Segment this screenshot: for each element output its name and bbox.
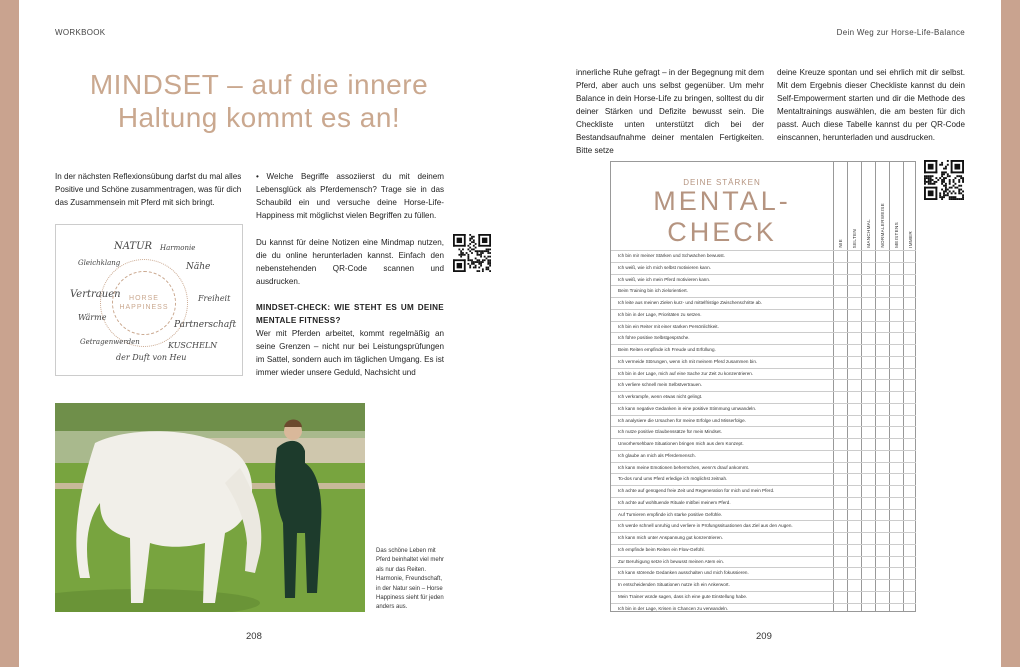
checklist-row[interactable] <box>611 603 916 615</box>
column-header-label: MEISTENS <box>893 222 899 248</box>
mindmap-note: Du kannst für deine Notizen eine Mindmap nutzen, die du online herunterladen kannst. Einfach den nebenstehenden QR-Code scannen und ausdrucken. <box>256 238 444 286</box>
checklist-row-label: Ich weiß, wie ich mich selbst motivieren kann. <box>618 264 711 270</box>
checklist-row[interactable] <box>611 567 916 579</box>
checklist-row-label: Ich bin in der Lage, Krisen in Chancen zu verwandeln. <box>618 605 729 611</box>
mindmap-word: Harmonie <box>160 244 196 252</box>
mindmap-diagram <box>55 224 243 376</box>
mindmap-word: NATUR <box>114 241 153 252</box>
checklist-row[interactable] <box>611 321 916 333</box>
checklist-row[interactable] <box>611 262 916 274</box>
horse-photo-illustration <box>55 403 365 612</box>
column-header-label: IMMER <box>907 231 913 248</box>
mental-check-title-area <box>611 162 833 250</box>
intro-text: In der nächsten Reflexionsübung darfst du mal alles Positive und Schöne zusammentragen, was für dich das Zusammensein mit Pferd mit sich bringt. <box>55 172 242 207</box>
checklist-row[interactable] <box>611 591 916 603</box>
checklist-row[interactable] <box>611 509 916 521</box>
checklist-row-label: Ich bin ein Reiter mit einer starken Persönlichkeit. <box>618 323 719 329</box>
checklist-row[interactable] <box>611 285 916 297</box>
horse-photo <box>55 403 365 612</box>
page-number-left: 208 <box>246 631 262 642</box>
checklist-row-label: Auf Turnieren empfinde ich starke positive Gefühle. <box>618 511 723 517</box>
checklist-row-label: Ich analysiere die Ursachen für meine Erfolge und Misserfolge. <box>618 417 746 423</box>
column-header <box>833 182 847 248</box>
checklist-row[interactable] <box>611 556 916 568</box>
checklist-row-label: To-dos rund ums Pferd erledige ich möglichst zeitnah. <box>618 476 728 482</box>
section-heading: MINDSET-CHECK: WIE STEHT ES UM DEINE MENTALE FITNESS? <box>256 303 444 325</box>
checklist-row[interactable] <box>611 532 916 544</box>
checklist-row[interactable] <box>611 438 916 450</box>
column-header-label: SELTEN <box>851 228 857 248</box>
running-header-left: WORKBOOK <box>55 28 106 37</box>
checklist-row[interactable] <box>611 403 916 415</box>
right-col2-text: deine Kreuze spontan und sei ehrlich mit dir selbst. Mit dem Ergebnis dieser Checkliste kannst du dein Self-Empowerment starten und dir die Methode des Mentaltrainings auswählen, die am besten für dich passt. Auch diese Tabelle kannst du per QR-Code einscannen, herunterladen und ausdrucken. <box>777 68 965 142</box>
mindmap-word: Wärme <box>78 313 107 322</box>
mindmap-center <box>112 271 176 335</box>
checklist-row-label: Ich weiß, wie ich mein Pferd motivieren kann. <box>618 276 711 282</box>
checklist-row[interactable] <box>611 485 916 497</box>
checklist-row-label: Ich verliere schnell mein Selbstvertrauen. <box>618 382 703 388</box>
checklist-row[interactable] <box>611 368 916 380</box>
checklist-row-label: Ich nutze positive Glaubenssätze für mein Mindset. <box>618 429 722 435</box>
checklist-row[interactable] <box>611 297 916 309</box>
checklist-row-label: Ich empfinde beim Reiten ein Flow-Gefühl. <box>618 546 705 552</box>
qr-code-checklist[interactable] <box>924 160 964 200</box>
column-header-label: MANCHMAL <box>865 219 871 248</box>
mindmap-word: Partnerschaft <box>174 320 237 330</box>
qr-code-icon <box>924 160 964 200</box>
checklist-row[interactable] <box>611 250 916 262</box>
title-line-1: MINDSET – auf die innere <box>89 69 429 100</box>
mindmap-word: der Duft von Heu <box>116 353 187 362</box>
column-header <box>861 182 875 248</box>
checklist-row-label: Ich kann mich unter Anspannung gut konzentrieren. <box>618 535 723 540</box>
checklist-row-label: Ich achte auf genügend freie Zeit und Regeneration für mich und mein Pferd. <box>618 488 775 493</box>
checklist-row-label: Beim Training bin ich zielorientiert. <box>618 288 688 294</box>
running-header-right: Dein Weg zur Horse-Life-Balance <box>836 28 965 37</box>
checklist-row[interactable] <box>611 379 916 391</box>
mindmap-word: Vertrauen <box>70 289 121 300</box>
checklist-row-label: Beim Reiten empfinde ich Freude und Erfüllung. <box>618 347 716 352</box>
column-header-label: NORMALERWEISE <box>879 203 885 248</box>
qr-code-icon <box>453 234 491 272</box>
checklist-row[interactable] <box>611 462 916 474</box>
column-header <box>875 182 889 248</box>
qr-code-mindmap[interactable] <box>453 234 491 272</box>
checklist-row-label: Ich achte auf wohltuende Rituale mit/bei meinem Pferd. <box>618 499 731 505</box>
checklist-row-label: Ich bin mir meiner Stärken und Schwächen bewusst. <box>618 253 725 258</box>
mindmap-word: KUSCHELN <box>168 341 218 350</box>
checklist-row-label: Ich vermeide Störungen, wenn ich mit meinem Pferd zusammen bin. <box>618 358 758 364</box>
mindmap-word: Nähe <box>186 262 211 272</box>
checklist-row-label: Ich kann störende Gedanken ausschalten und mich fokussieren. <box>618 570 749 576</box>
checklist-row-label: Ich bin in der Lage, Prioritäten zu setzen. <box>618 311 702 317</box>
checklist-row[interactable] <box>611 356 916 368</box>
checklist-row-label: Ich werde schnell unruhig und verliere in Prüfungssituationen das Ziel aus den Augen. <box>618 523 793 529</box>
checklist-row[interactable] <box>611 332 916 344</box>
column-header-label: NIE <box>837 239 843 248</box>
checklist-row-label: Mein Trainer würde sagen, dass ich eine gute Einstellung habe. <box>618 593 748 599</box>
left-page <box>19 0 510 667</box>
checklist-row-label: Zur Beruhigung setze ich bewusst meinen Atem ein. <box>618 558 724 564</box>
column-header <box>889 182 903 248</box>
bullet-text: • Welche Begriffe assoziierst du mit deinem Lebensglück als Pferdemensch? Trage sie in das Schaubild ein und versuche deine Horse-Life-Happiness mit möglichst vielen Begriffen zu füllen. <box>256 172 444 220</box>
checklist-row-label: In entscheidenden Situationen nutze ich ein Ankerwort. <box>618 582 730 587</box>
checklist-row-label: Ich leite aus meinen Zielen kurz- und mittelfristige Zwischenschritte ab. <box>618 300 762 305</box>
checklist-row[interactable] <box>611 579 916 591</box>
section-text: Wer mit Pferden arbeitet, kommt regelmäßig an seine Grenzen – nicht nur bei Leistungsprüfungen im Sattel, sondern auch im täglichen Umgang. Es ist immer wieder unsere Geduld, Nachsicht und <box>256 329 444 377</box>
column-header <box>903 182 917 248</box>
mental-check-table <box>610 161 916 612</box>
page-number-right: 209 <box>756 631 772 642</box>
title-line-2: Haltung kommt es an! <box>117 101 401 133</box>
checklist-row[interactable] <box>611 426 916 438</box>
checklist-title: MENTAL-CHECK <box>653 186 791 247</box>
checklist-row-label: Ich glaube an mich als Pferdemensch. <box>618 452 696 458</box>
mindmap-center-line2: HAPPINESS <box>119 304 169 311</box>
checklist-row[interactable] <box>611 450 916 462</box>
checklist-row-label: Ich kann meine Emotionen beherrschen, wenn's drauf ankommt. <box>618 464 750 470</box>
page-title <box>49 69 469 135</box>
checklist-row[interactable] <box>611 497 916 509</box>
checklist-row[interactable] <box>611 473 916 485</box>
checklist-row-label: Ich kann negative Gedanken in eine positive Stimmung umwandeln. <box>618 405 757 411</box>
checklist-row[interactable] <box>611 344 916 356</box>
checklist-row[interactable] <box>611 309 916 321</box>
checklist-subtitle: DEINE STÄRKEN <box>683 178 761 187</box>
mindmap-word: Freiheit <box>198 294 231 303</box>
checklist-row-label: Ich bin in der Lage, mich auf eine Sache zur Zeit zu konzentrieren. <box>618 370 754 376</box>
checklist-row[interactable] <box>611 544 916 556</box>
checklist-row[interactable] <box>611 520 916 532</box>
mindmap-center-line1: HORSE <box>129 295 159 302</box>
checklist-row[interactable] <box>611 391 916 403</box>
mindmap-word: Gleichklang <box>78 259 121 267</box>
photo-caption: Das schöne Leben mit Pferd beinhaltet viel mehr als nur das Reiten. Harmonie, Freundschaft, in der Natur sein – Horse Happiness sieht für jeden anders aus. <box>376 548 445 611</box>
checklist-row[interactable] <box>611 274 916 286</box>
mindmap-word: Getragenwerden <box>80 338 140 346</box>
right-page <box>510 0 1001 667</box>
checklist-row[interactable] <box>611 415 916 427</box>
checklist-row-label: Unvorhersehbare Situationen bringen mich aus dem Konzept. <box>618 441 744 446</box>
checklist-row-label: Ich verkrampfe, wenn etwas nicht gelingt. <box>618 394 703 399</box>
checklist-row-label: Ich führe positive Selbstgespräche. <box>618 335 690 341</box>
right-col1-text: innerliche Ruhe gefragt – in der Begegnung mit dem Pferd, aber auch uns selbst gegenüber. Um mehr Balance in dein Horse-Life zu bringen, solltest du dir deiner Stärken und Defizite bewusst sein. Die Checkliste unten unterstützt dich bei der Bestandsaufnahme deiner mentalen Fertigkeiten. Bitte setze <box>576 68 764 155</box>
column-header <box>847 182 861 248</box>
